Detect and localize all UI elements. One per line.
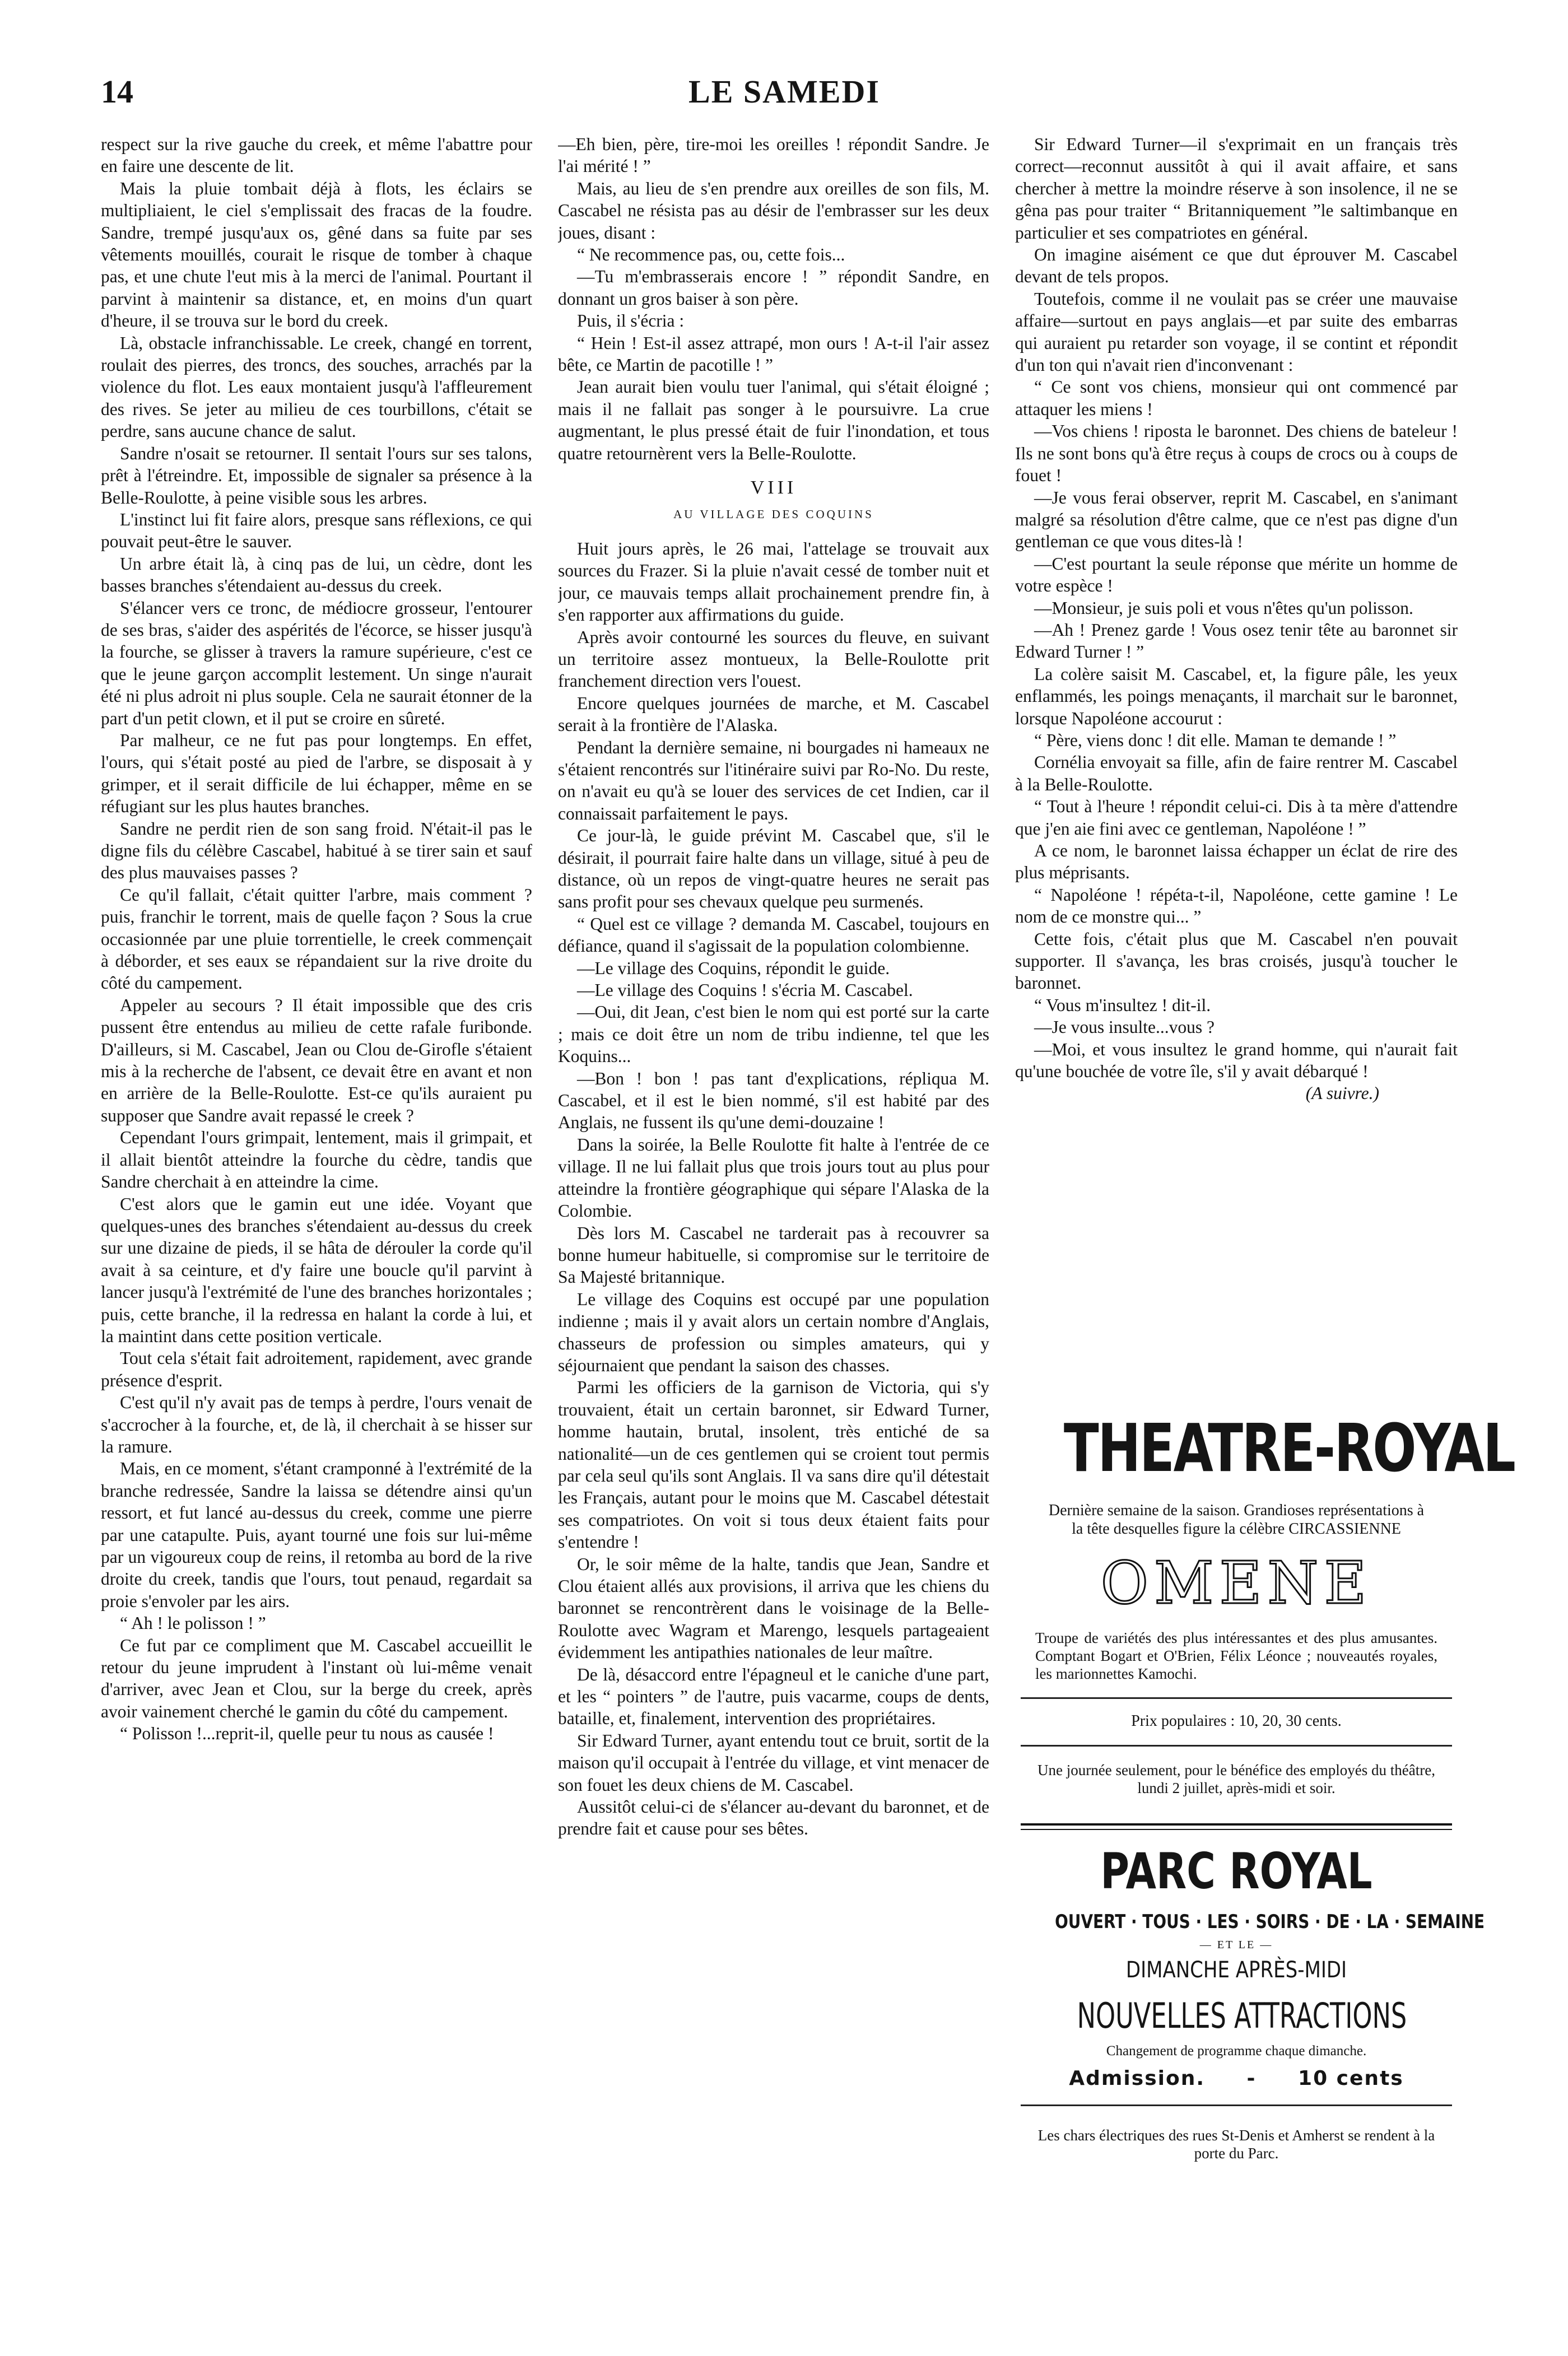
chapter-title: AU VILLAGE DES COQUINS [673, 507, 874, 521]
divider [1021, 2104, 1452, 2106]
paragraph: Après avoir contourné les sources du fleuve, en suivant un territoire assez montueux, la Belle-Roulotte prit franchement direction vers l'ouest. [558, 627, 989, 691]
ad-description: Dernière semaine de la saison. Grandioses représentations à la tête desquelles figure la célèbre CIRCASSIENNE [1048, 1502, 1425, 1538]
divider [1021, 1823, 1452, 1830]
ad-program-change: Changement de programme chaque dimanche. [1106, 2043, 1367, 2059]
paragraph: “ Ce sont vos chiens, monsieur qui ont commencé par attaquer les miens ! [1015, 377, 1458, 419]
paragraph: Ce qu'il fallait, c'était quitter l'arbre, mais comment ? puis, franchir le torrent, mais de quelle façon ? Sous la crue occasionnée par une pluie torrentielle, le creek commençait à déborder, et ses eaux se répandaient sur la rive droite du côté du campement. [101, 884, 532, 993]
paragraph: Cornélia envoyait sa fille, afin de faire rentrer M. Cascabel à la Belle-Roulotte. [1015, 752, 1458, 794]
paragraph: Ce jour-là, le guide prévint M. Cascabel que, s'il le désirait, il pourrait faire halte dans un village, situé à peu de distance, où un repos de vingt-quatre heures ne serait pas sans profit pour ses chevaux quelque peu surmenés. [558, 826, 989, 912]
paragraph: Mais, en ce moment, s'étant cramponné à l'extrémité de la branche redressée, Sandre la laissa se détendre ainsi qu'un ressort, et fut lancé au-dessus du creek, comme une pierre par une catapulte. Puis, ayant tourné une fois sur lui-même par un vigoureux coup de reins, il retomba au bord de la rive droite du creek, tandis que l'ours, tout penaud, regardait sa proie s'envoler par les airs. [101, 1459, 532, 1611]
column-1 [101, 133, 532, 2307]
paragraph: Cependant l'ours grimpait, lentement, mais il grimpait, et il allait bientôt atteindre la fourche du cèdre, tandis que Sandre cherchait à en atteindre la cime. [101, 1128, 532, 1192]
paragraph: Tout cela s'était fait adroitement, rapidement, avec grande présence d'esprit. [101, 1348, 532, 1390]
paragraph: Cette fois, c'était plus que M. Cascabel n'en pouvait supporter. Il s'avança, les bras croisés, jusqu'à toucher le baronnet. [1015, 929, 1458, 993]
column-2 [558, 133, 989, 2307]
paragraph: —C'est pourtant la seule réponse que mérite un homme de votre espèce ! [1015, 553, 1458, 596]
paragraph: —Je vous insulte...vous ? [1034, 1017, 1215, 1037]
paragraph: Mais, au lieu de s'en prendre aux oreilles de son fils, M. Cascabel ne résista pas au désir de l'embrasser sur les deux joues, disant : [558, 178, 989, 243]
column-3 [1015, 133, 1458, 1388]
paragraph: Dès lors M. Cascabel ne tarderait pas à recouvrer sa bonne humeur habituelle, si compromise sur le territoire de Sa Majesté britannique. [558, 1223, 989, 1287]
paragraph: —Ah ! Prenez garde ! Vous osez tenir tête au baronnet sir Edward Turner ! ” [1015, 620, 1458, 662]
paragraph: “ Vous m'insultez ! dit-il. [1034, 995, 1211, 1015]
paragraph: Huit jours après, le 26 mai, l'attelage se trouvait aux sources du Frazer. Si la pluie n'avait cessé de tomber nuit et jour, ce mauvais temps allait prochainement prendre fin, à s'en rapporter aux affirmations du guide. [558, 538, 989, 625]
paragraph: Parmi les officiers de la garnison de Victoria, qui s'y trouvaient, était un certain baronnet, sir Edward Turner, homme hautain, brutal, insolent, très entiché de sa nationalité—un de ces gentlemen qui se croient tout permis par cela seul qu'ils sont Anglais. Il va sans dire qu'il détestait les Français, autant pour le moins que M. Cascabel détestait ses compatriotes. On voit si tous deux étaient faits pour s'entendre ! [558, 1377, 989, 1552]
paragraph: —Vos chiens ! riposta le baronnet. Des chiens de bateleur ! Ils ne sont bons qu'à être reçus à coups de crocs ou à coups de fouet ! [1015, 421, 1458, 486]
paragraph: C'est alors que le gamin eut une idée. Voyant que quelques-unes des branches s'étendaient au-dessus du creek sur une dizaine de pieds, il se hâta de dérouler la corde qu'il avait à sa ceinture, et d'y faire une boucle qu'il parvint à lancer jusqu'à l'extrémité de l'une des branches horizontales ; puis, cette branche, il la redressa en halant la corde à lui, et la maintint dans cette position verticale. [101, 1194, 532, 1346]
paragraph: Là, obstacle infranchissable. Le creek, changé en torrent, roulait des pierres, des troncs, des souches, arrachés par la violence du flot. Les eaux montaient jusqu'à l'affleurement des rives. Se jeter au milieu de ces tourbillons, c'était se perdre, sans aucune chance de salut. [101, 333, 532, 441]
page-number: 14 [101, 73, 133, 110]
paragraph: Jean aurait bien voulu tuer l'animal, qui s'était éloigné ; mais il ne fallait pas songer à le poursuivre. La crue augmentant, le plus pressé était de fuir l'inondation, et tous quatre retournèrent vers la Belle-Roulotte. [558, 377, 989, 463]
ad-title: PARC ROYAL [1100, 1842, 1372, 1900]
paragraph: “ Ah ! le polisson ! ” [120, 1613, 266, 1633]
paragraph: Ce fut par ce compliment que M. Cascabel accueillit le retour du jeune imprudent à l'instant où lui-même venait d'arriver, avec Jean et Clou, sur la berge du creek, après avoir vainement cherché le gamin du côté du campement. [101, 1635, 532, 1721]
paragraph: “ Polisson !...reprit-il, quelle peur tu nous as causée ! [120, 1724, 494, 1744]
paragraph: —Je vous ferai observer, reprit M. Cascabel, en s'animant malgré sa résolution d'être calme, que ce n'est pas digne d'un gentleman ce que vous dites-là ! [1015, 487, 1458, 552]
paragraph: Or, le soir même de la halte, tandis que Jean, Sandre et Clou étaient allés aux provisions, il arriva que les chiens du baronnet se rencontrèrent dans le voisinage de la Belle-Roulotte avec Wagram et Marengo, lesquels partageaient évidemment les antipathies nationales de leur maître. [558, 1554, 989, 1663]
paragraph: —Bon ! bon ! pas tant d'explications, répliqua M. Cascabel, et il est le bien nommé, s'il est habité par des Anglais, ne fussent ils qu'une demi-douzaine ! [558, 1068, 989, 1133]
paragraph: —Le village des Coquins, répondit le guide. [577, 958, 890, 978]
paragraph: A ce nom, le baronnet laissa échapper un éclat de rire des plus méprisants. [1015, 841, 1458, 883]
paragraph: S'élancer vers ce tronc, de médiocre grosseur, l'entourer de ses bras, s'aider des aspérités de l'écorce, se hisser jusqu'à la fourche, se glisser à travers la ramure supérieure, c'est ce que le jeune garçon accomplit lestement. Un singe n'aurait été ni plus adroit ni plus souple. Cela ne saurait étonner de la part d'un petit clown, et il put se croire en sûreté. [101, 598, 532, 728]
paragraph: “ Quel est ce village ? demanda M. Cascabel, toujours en défiance, quand il s'agissait de la population colombienne. [558, 914, 989, 956]
paragraph: Sir Edward Turner—il s'exprimait en un français très correct—reconnut aussitôt à qui il avait affaire, et sans chercher à mettre la moindre réserve à son insolence, il ne se gêna pas pour traiter “ Britanniquement ”le saltimbanque en particulier et ses compatriotes en général. [1015, 134, 1458, 243]
paragraph: “ Tout à l'heure ! répondit celui-ci. Dis à ta mère d'attendre que j'en aie fini avec ce gentleman, Napoléone ! ” [1015, 797, 1458, 839]
paragraph: C'est qu'il n'y avait pas de temps à perdre, l'ours venait de s'accrocher à la fourche, et, de là, il cherchait à se hisser sur la ramure. [101, 1393, 532, 1456]
ad-attractions: NOUVELLES ATTRACTIONS [1077, 1995, 1407, 2036]
paragraph: “ Napoléone ! répéta-t-il, Napoléone, cette gamine ! Le nom de ce monstre qui... ” [1015, 884, 1458, 927]
to-be-continued: (A suivre.) [1305, 1083, 1379, 1103]
paragraph: Par malheur, ce ne fut pas pour longtemps. En effet, l'ours, qui s'était posté au pied de l'arbre, se disposait à y grimper, et il serait difficile de lui échapper, même en se réfugiant sur les plus hautes branches. [101, 730, 532, 817]
admission-dash: - [1246, 2067, 1257, 2090]
paragraph: Un arbre était là, à cinq pas de lui, un cèdre, dont les basses branches s'étendaient au-dessus du creek. [101, 553, 532, 596]
paragraph: —Moi, et vous insultez le grand homme, qui n'aurait fait qu'une bouchée de votre île, s'il y avait débarqué ! [1015, 1039, 1458, 1082]
ad-connector: — ET LE — [1199, 1939, 1273, 1951]
page-header [101, 73, 1468, 118]
paragraph: L'instinct lui fit faire alors, presque sans réflexions, ce qui pouvait peut-être le sauver. [101, 509, 532, 552]
paragraph: On imagine aisément ce que dut éprouver M. Cascabel devant de tels propos. [1015, 245, 1458, 287]
paragraph: “ Père, viens donc ! dit elle. Maman te demande ! ” [1034, 730, 1397, 750]
paragraph: Aussitôt celui-ci de s'élancer au-devant du baronnet, et de prendre fait et cause pour ses bêtes. [558, 1797, 989, 1839]
paragraph: Puis, il s'écria : [577, 311, 685, 331]
paragraph: Dans la soirée, la Belle Roulotte fit halte à l'entrée de ce village. Il ne lui fallait plus que trois jours tout au plus pour atteindre la frontière géographique qui sépare l'Alaska de la Colombie. [558, 1134, 989, 1221]
paragraph: —Tu m'embrasserais encore ! ” répondit Sandre, en donnant un gros baiser à son père. [558, 267, 989, 309]
paragraph: Sandre ne perdit rien de son sang froid. N'était-il pas le digne fils du célèbre Cascabel, habitué à se tirer sain et sauf des plus mauvaises passes ? [101, 818, 532, 883]
ad-troupe: Troupe de variétés des plus intéressantes et des plus amusantes. Comptant Bogart et O'Brien, Félix Léonce ; nouveautés royales, les marionnettes Kamochi. [1035, 1629, 1437, 1682]
admission-price: 10 cents [1298, 2067, 1404, 2090]
ad-admission [1015, 2067, 1458, 2090]
paragraph: La colère saisit M. Cascabel, et, la figure pâle, les yeux enflammés, les poings menaçants, il marchait sur le baronnet, lorsque Napoléone accourut : [1015, 664, 1458, 728]
divider [1021, 1697, 1452, 1699]
ad-transport: Les chars électriques des rues St-Denis et Amherst se rendent à la porte du Parc. [1037, 2127, 1435, 2162]
ad-sunday: DIMANCHE APRÈS-MIDI [1125, 1957, 1347, 1983]
paragraph: Appeler au secours ? Il était impossible que des cris pussent être entendus au milieu de cette rafale furibonde. D'ailleurs, si M. Cascabel, Jean ou Clou de-Girofle s'étaient mis à la recherche de l'absent, ce devait être en avant et non en arrière de la Belle-Roulotte. Est-ce qu'ils auraient pu supposer que Sandre avait repassé le creek ? [101, 995, 532, 1125]
ad-benefit: Une journée seulement, pour le bénéfice des employés du théâtre, lundi 2 juillet, après-midi et soir. [1037, 1762, 1435, 1796]
paragraph: “ Hein ! Est-il assez attrapé, mon ours ! A-t-il l'air assez bête, ce Martin de pacotille ! ” [558, 333, 989, 375]
ad-title: THEATRE-ROYAL [1063, 1409, 1515, 1487]
paragraph: —Le village des Coquins ! s'écria M. Cascabel. [577, 980, 913, 1000]
paragraph: Sir Edward Turner, ayant entendu tout ce bruit, sortit de la maison qu'il occupait à l'entrée du village, et vint menacer de son fouet les deux chiens de M. Cascabel. [558, 1730, 989, 1795]
ad-schedule: OUVERT · TOUS · LES · SOIRS · DE · LA · SEMAINE [1055, 1911, 1485, 1933]
parc-royal-ad [1015, 1823, 1485, 2162]
paragraph: respect sur la rive gauche du creek, et même l'abattre pour en faire une descente de lit. [101, 134, 532, 176]
paragraph: Le village des Coquins est occupé par une population indienne ; mais il y avait alors un certain nombre d'Anglais, chasseurs de profession ou simples amateurs, qui y séjournaient que pendant la saison des chasses. [558, 1289, 989, 1375]
divider [1021, 1745, 1452, 1747]
running-title: LE SAMEDI [688, 73, 880, 110]
paragraph: Toutefois, comme il ne voulait pas se créer une mauvaise affaire—surtout en pays anglais—et par suite des embarras qui auraient pu retarder son voyage, il se contint et répondit d'un ton qui n'avait rien d'inconvenant : [1015, 288, 1458, 375]
ad-prices: Prix populaires : 10, 20, 30 cents. [1131, 1712, 1342, 1730]
chapter-number: VIII [750, 477, 797, 499]
paragraph: Encore quelques journées de marche, et M. Cascabel serait à la frontière de l'Alaska. [558, 693, 989, 735]
paragraph: Pendant la dernière semaine, ni bourgades ni hameaux ne s'étaient rencontrés sur l'itinéraire suivi par Ro-No. Du reste, on n'avait eu qu'à se louer des services de cet Indien, car il connaissait parfaitement le pays. [558, 737, 989, 823]
theatre-royal-ad [1015, 1409, 1515, 1797]
paragraph: —Eh bien, père, tire-moi les oreilles ! répondit Sandre. Je l'ai mérité ! ” [558, 134, 989, 176]
paragraph: Mais la pluie tombait déjà à flots, les éclairs se multipliaient, le ciel s'emplissait des fracas de la foudre. Sandre, trempé jusqu'aux os, gêné dans sa fuite par ses vêtements mouillés, courait le risque de tomber à chaque pas, et une chute l'eut mis à la merci de l'animal. Pourtant il parvint à maintenir sa distance, et, en moins d'un quart d'heure, il se trouva sur le bord du creek. [101, 178, 532, 331]
paragraph: Sandre n'osait se retourner. Il sentait l'ours sur ses talons, prêt à l'étreindre. Et, impossible de signaler sa présence à la Belle-Roulotte, à peine visible sous les arbres. [101, 443, 532, 507]
ad-star-name: OMENE [1100, 1549, 1372, 1617]
paragraph: “ Ne recommence pas, ou, cette fois... [577, 245, 845, 265]
paragraph: De là, désaccord entre l'épagneul et le caniche d'une part, et les “ pointers ” de l'autre, puis vacarme, coups de dents, bataille, et, finalement, intervention des propriétaires. [558, 1664, 989, 1729]
admission-label: Admission. [1069, 2067, 1205, 2090]
paragraph: —Monsieur, je suis poli et vous n'êtes qu'un polisson. [1034, 598, 1413, 618]
paragraph: —Oui, dit Jean, c'est bien le nom qui est porté sur la carte ; mais ce doit être un nom de tribu indienne, tel que les Koquins... [558, 1002, 989, 1067]
